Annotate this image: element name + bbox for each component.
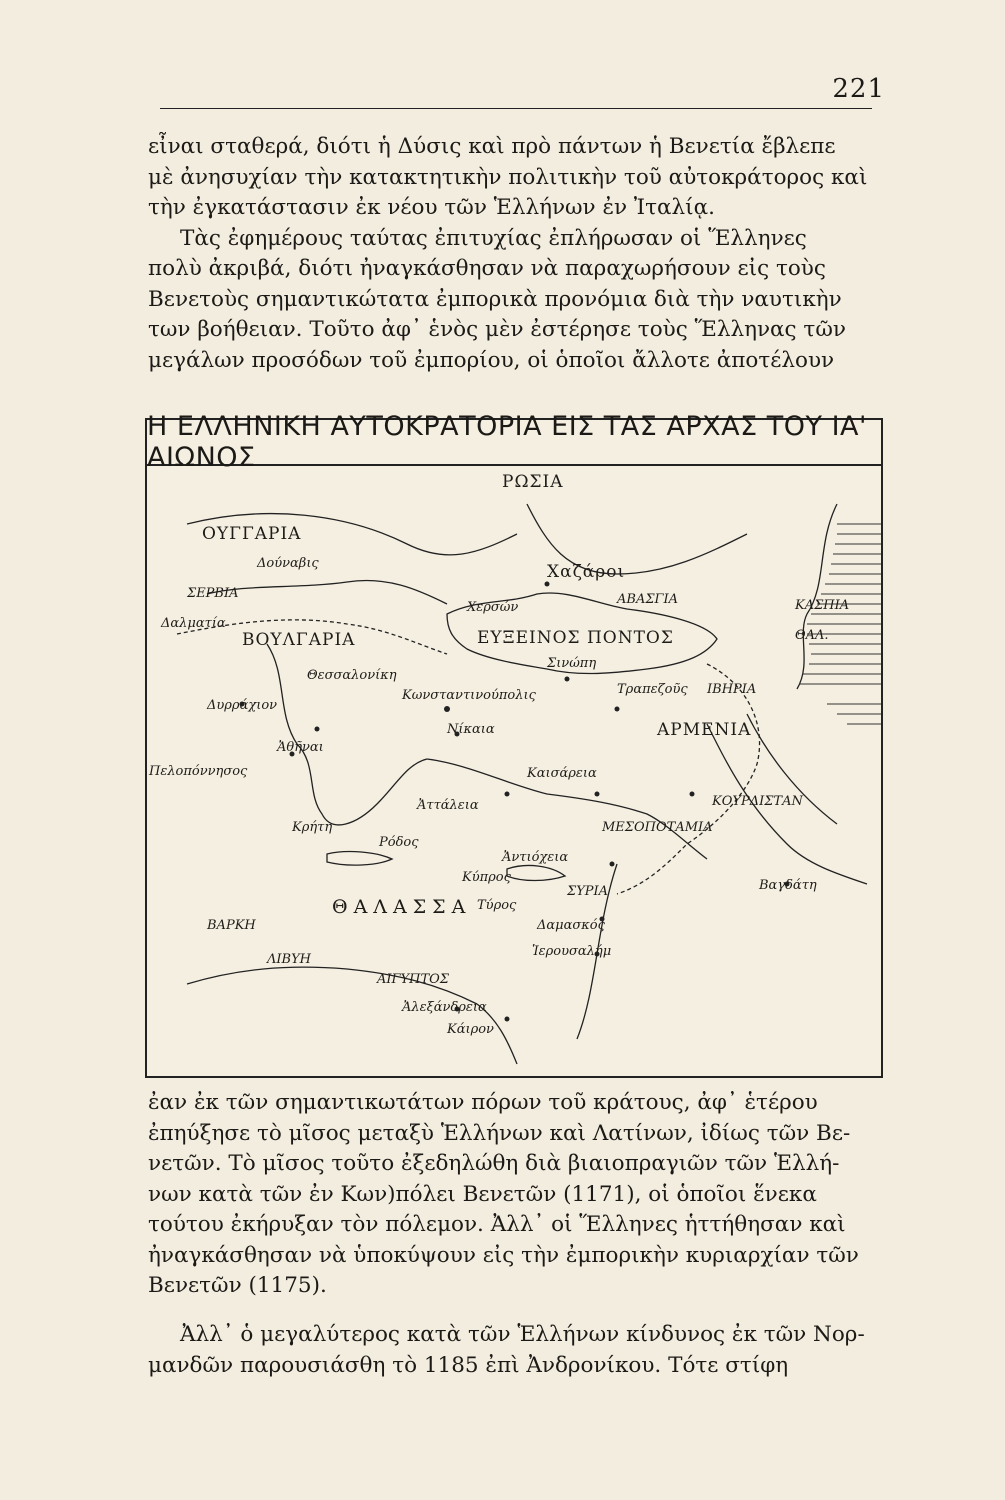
map-label-kaisareia: Καισάρεια <box>527 766 597 781</box>
text-line: νετῶν. Τὸ μῖσος τοῦτο ἐξεδηλώθη διὰ βιαιοπραγιῶν τῶν Ἑλλή- <box>148 1151 840 1176</box>
map-title: Η ΕΛΛΗΝΙΚΗ ΑΥΤΟΚΡΑΤΟΡΙΑ ΕΙΣ ΤΑΣ ΑΡΧΑΣ ΤΟΥ ΙΑ' ΑΙΩΝΟΣ <box>147 420 881 466</box>
cyprus-island <box>507 865 565 880</box>
map-label-dalmatia: Δαλματία <box>161 616 226 631</box>
map-label-jerusalem: Ἱερουσαλήμ <box>532 944 612 959</box>
map-label-tyros: Τύρος <box>477 898 517 913</box>
text-line: μὲ ἀνησυχίαν τὴν κατακτητικὴν πολιτικὴν τοῦ αὐτοκράτορος καὶ <box>148 164 868 190</box>
map-label-peloponnese: Πελοπόννησος <box>149 764 248 779</box>
map-label-caspian: ΚΑΣΠΙΑ <box>795 598 850 613</box>
map-label-barke: ΒΑΡΚΗ <box>207 918 256 933</box>
map-label-sinope: Σινώπη <box>547 656 597 671</box>
map-label-abasgia: ΑΒΑΣΓΙΑ <box>617 592 679 607</box>
map-label-nicaea: Νίκαια <box>447 722 495 737</box>
text-line: ἐπηύξησε τὸ μῖσος μεταξὺ Ἑλλήνων καὶ Λατίνων, ἰδίως τῶν Βε- <box>148 1120 851 1146</box>
empire-border <box>177 620 760 894</box>
map-figure <box>145 411 883 1078</box>
map-label-mediterranean: ΘΑΛΑΣΣΑ <box>332 896 472 918</box>
map-label-danube: Δούναβις <box>257 556 319 571</box>
crete-island <box>327 852 392 866</box>
paragraph-top <box>148 132 878 376</box>
text-line: πολὺ ἀκριβά, διότι ἠναγκάσθησαν νὰ παραχωρήσουν εἰς τοὺς <box>148 256 826 281</box>
text-line: μεγάλων προσόδων τοῦ ἐμπορίου, οἱ ὁποῖοι ἄλλοτε ἀποτέλουν <box>148 347 835 373</box>
text-line: τούτου ἐκήρυξαν τὸν πόλεμον. Ἀλλ᾽ οἱ Ἕλληνες ἡττήθησαν καὶ <box>148 1212 846 1237</box>
map-label-egypt: ΑΙΓΥΠΤΟΣ <box>377 972 449 987</box>
paragraph-bottom <box>148 1320 878 1381</box>
map-label-antioch: Ἀντιόχεια <box>502 850 569 865</box>
map-label-cyprus: Κύπρος <box>462 870 511 885</box>
page-number: 221 <box>832 74 885 104</box>
text-line: ἐαν ἐκ τῶν σημαντικωτάτων πόρων τοῦ κράτους, ἀφ᾽ ἑτέρου <box>148 1090 818 1115</box>
text-line: μανδῶν παρουσιάσθη τὸ 1185 ἐπὶ Ἀνδρονίκου. Τότε στίφη <box>148 1352 789 1378</box>
text-line: Βενετῶν (1175). <box>148 1273 327 1298</box>
map-label-khazars: Χαζάροι <box>547 562 626 582</box>
text-line: νων κατὰ τῶν ἐν Κων)πόλει Βενετῶν (1171), οἱ ὁποῖοι ἕνεκα <box>148 1181 817 1207</box>
map-label-baghdad: Βαγδάτη <box>759 878 817 893</box>
caspian-coast <box>797 504 837 689</box>
map-label-trapezous: Τραπεζοῦς <box>617 682 688 697</box>
map-label-bulgaria: ΒΟΥΛΓΑΡΙΑ <box>242 630 356 650</box>
eastern-sea-hatching <box>799 524 881 724</box>
map-label-hungary: ΟΥΓΓΑΡΙΑ <box>202 524 302 544</box>
map-label-libya: ΛΙΒΥΗ <box>267 952 311 967</box>
map-label-cherson: Χερσών <box>467 600 519 615</box>
map-label-kairo: Κάιρον <box>447 1022 494 1037</box>
map-label-russia: ΡΩΣΙΑ <box>502 472 564 492</box>
map-label-thal: ΘΑΛ. <box>795 628 829 643</box>
danube-river <box>207 581 447 604</box>
paragraph-middle <box>148 1088 878 1302</box>
map-label-syria: ΣΥΡΙΑ <box>567 884 609 899</box>
header-rule <box>160 108 872 109</box>
map-label-athens: Ἀθῆναι <box>277 740 324 755</box>
map-label-rhodes: Ρόδος <box>379 835 419 850</box>
map-label-attaleia: Ἀττάλεια <box>417 798 479 813</box>
text-line: Ἀλλ᾽ ὁ μεγαλύτερος κατὰ τῶν Ἑλλήνων κίνδυνος ἐκ τῶν Νορ- <box>180 1322 865 1347</box>
map-label-serbia: ΣΕΡΒΙΑ <box>187 586 239 601</box>
map-label-alexandria: Ἀλεξάνδρεια <box>402 1000 487 1015</box>
map-label-thessalonike: Θεσσαλονίκη <box>307 668 397 683</box>
map-label-constantinople: Κωνσταντινούπολις <box>402 688 536 703</box>
text-line: εἶναι σταθερά, διότι ἡ Δύσις καὶ πρὸ πάντων ἡ Βενετία ἔβλεπε <box>148 134 836 159</box>
map-label-mesopotamia: ΜΕΣΟΠΟΤΑΜΙΑ <box>602 820 713 835</box>
map-label-black-sea: ΕΥΞΕΙΝΟΣ ΠΟΝΤΟΣ <box>477 628 674 648</box>
text-line: Βενετοὺς σημαντικώτατα ἐμπορικὰ προνόμια διὰ τὴν ναυτικὴν <box>148 286 842 312</box>
map-label-iberia: ΙΒΗΡΙΑ <box>707 682 757 697</box>
text-line: Τὰς ἐφημέρους ταύτας ἐπιτυχίας ἐπλήρωσαν οἱ Ἕλληνες <box>180 225 807 251</box>
map-label-armenia: ΑΡΜΕΝΙΑ <box>657 720 752 740</box>
text-line: των βοήθειαν. Τοῦτο ἀφ᾽ ἑνὸς μὲν ἐστέρησε τοὺς Ἕλληνας τῶν <box>148 317 846 342</box>
map-label-damascus: Δαμασκός <box>537 918 605 933</box>
text-line: τὴν ἐγκατάστασιν ἐκ νέου τῶν Ἑλλήνων ἐν Ἰταλίᾳ. <box>148 195 715 220</box>
map-label-dyrrachion: Δυρράχιον <box>207 698 278 713</box>
map-label-crete: Κρήτη <box>292 820 333 835</box>
text-line: ἠναγκάσθησαν νὰ ὑποκύψουν εἰς τὴν ἐμπορικὴν κυριαρχίαν τῶν <box>148 1242 859 1268</box>
map-label-kourdistan: ΚΟΥΡΔΙΣΤΑΝ <box>712 794 803 809</box>
